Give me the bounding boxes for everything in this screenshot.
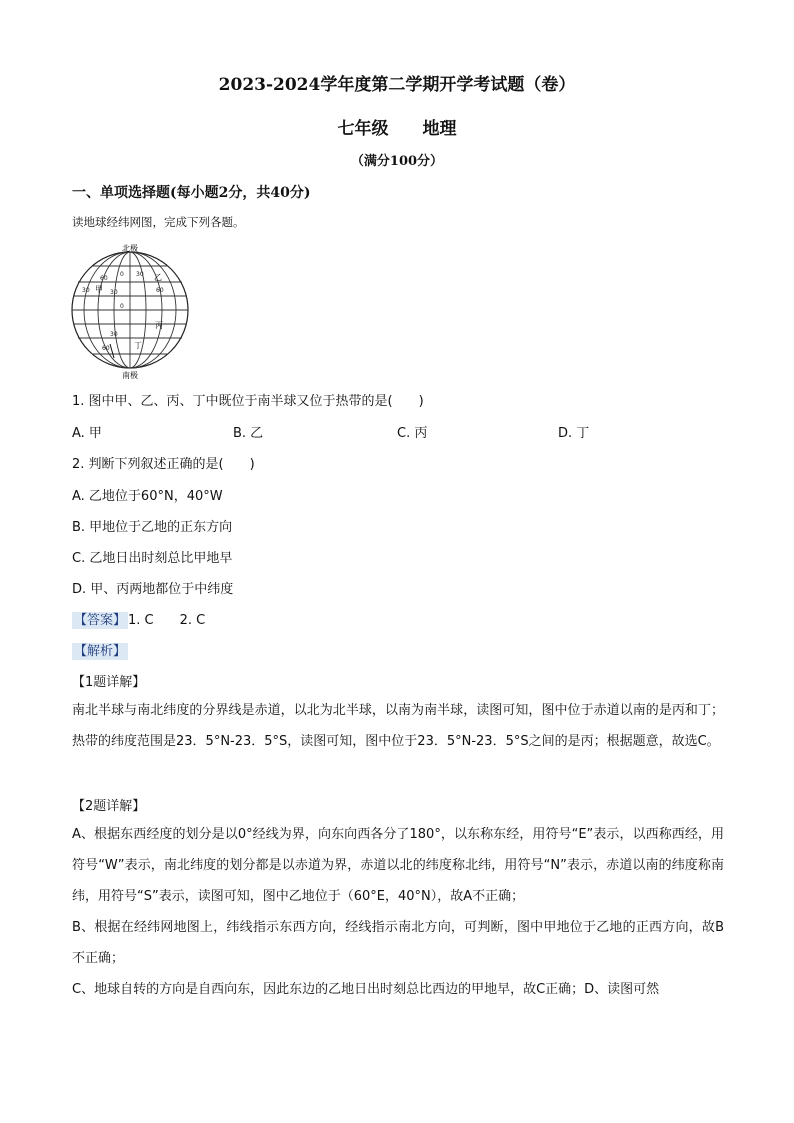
question-1-stem: 1. 图中甲、乙、丙、丁中既位于南半球又位于热带的是( ): [72, 394, 424, 409]
q2-option-a: A. 乙地位于60°N，40°W: [72, 489, 223, 504]
analysis-line: [72, 640, 128, 659]
q1-detail-text: 南北半球与南北纬度的分界线是赤道，以北为北半球，以南为南半球，读图可知，图中位于赤道以南的是丙和丁；热带的纬度范围是23．5°N-23．5°S，读图可知，图中位于23．5°N-23．5°S之间的是丙；根据题意，故选C。: [72, 703, 724, 749]
lat-label-60n: 60: [100, 275, 108, 282]
north-pole-label: 北极: [122, 244, 138, 253]
lat-label-0: 0: [120, 303, 124, 310]
globe-graticule-figure: [70, 240, 190, 380]
marker-yi: 乙: [154, 273, 162, 282]
lat-label-30s: 30: [110, 331, 118, 338]
lon-label-30e: 30: [136, 271, 144, 278]
section-intro: 读地球经纬网图，完成下列各题。: [72, 215, 245, 229]
analysis-tag: 【解析】: [74, 644, 127, 659]
q1-option-b: B. 乙: [233, 426, 264, 441]
lon-label-0: 0: [120, 271, 124, 278]
section-heading: 一、单项选择题(每小题2分，共40分): [72, 185, 311, 201]
longitude-lines: [84, 252, 176, 368]
q1-detail-heading: 【1题详解】: [72, 675, 146, 690]
lat-label-60s: 60: [102, 345, 110, 352]
q2-detail-c: C、地球自转的方向是自西向东，因此东边的乙地日出时刻总比西边的甲地早，故C正确；D、读图可然: [72, 982, 660, 997]
answer-line: [72, 609, 205, 628]
q1-option-d: D. 丁: [558, 426, 590, 441]
q2-option-b: B. 甲地位于乙地的正东方向: [72, 520, 233, 535]
marker-bing: 丙: [155, 321, 163, 330]
lon-label-60e: 60: [156, 287, 164, 294]
grade-label: 七年级: [337, 119, 389, 139]
full-score: （满分100分）: [350, 154, 444, 169]
q2-detail-heading: 【2题详解】: [72, 799, 146, 814]
lon-label-30w: 30: [82, 287, 90, 294]
q1-option-a: A. 甲: [72, 426, 102, 441]
q2-detail-b: B、根据在经纬网地图上，纬线指示东西方向，经线指示南北方向，可判断，图中甲地位于乙地的正西方向，故B不正确；: [72, 920, 724, 966]
answer-tag: 【答案】: [74, 613, 127, 628]
q2-detail-a: A、根据东西经度的划分是以0°经线为界，向东向西各分了180°，以东称东经，用符号“E”表示，以西称西经，用符号“W”表示，南北纬度的划分都是以赤道为界，赤道以北的纬度称北纬，用符号“N”表示，赤道以南的纬度称南纬，用符号“S”表示，读图可知，图中乙地位于（60°E，40°N），故A不正确；: [72, 827, 724, 904]
q2-option-c: C. 乙地日出时刻总比甲地早: [72, 551, 233, 566]
exam-subtitle: [0, 114, 794, 139]
q2-option-d: D. 甲、丙两地都位于中纬度: [72, 582, 234, 597]
answer-text: 1. C 2. C: [128, 613, 206, 628]
q1-option-c: C. 丙: [397, 426, 428, 441]
exam-title: 2023-2024学年度第二学期开学考试题（卷）: [218, 75, 576, 95]
subject-label: 地理: [422, 119, 457, 139]
lat-label-30n: 30: [110, 289, 118, 296]
question-2-stem: 2. 判断下列叙述正确的是( ): [72, 457, 255, 472]
marker-jia: 甲: [95, 285, 103, 294]
south-pole-label: 南极: [122, 371, 138, 380]
marker-ding: 丁: [134, 341, 142, 350]
